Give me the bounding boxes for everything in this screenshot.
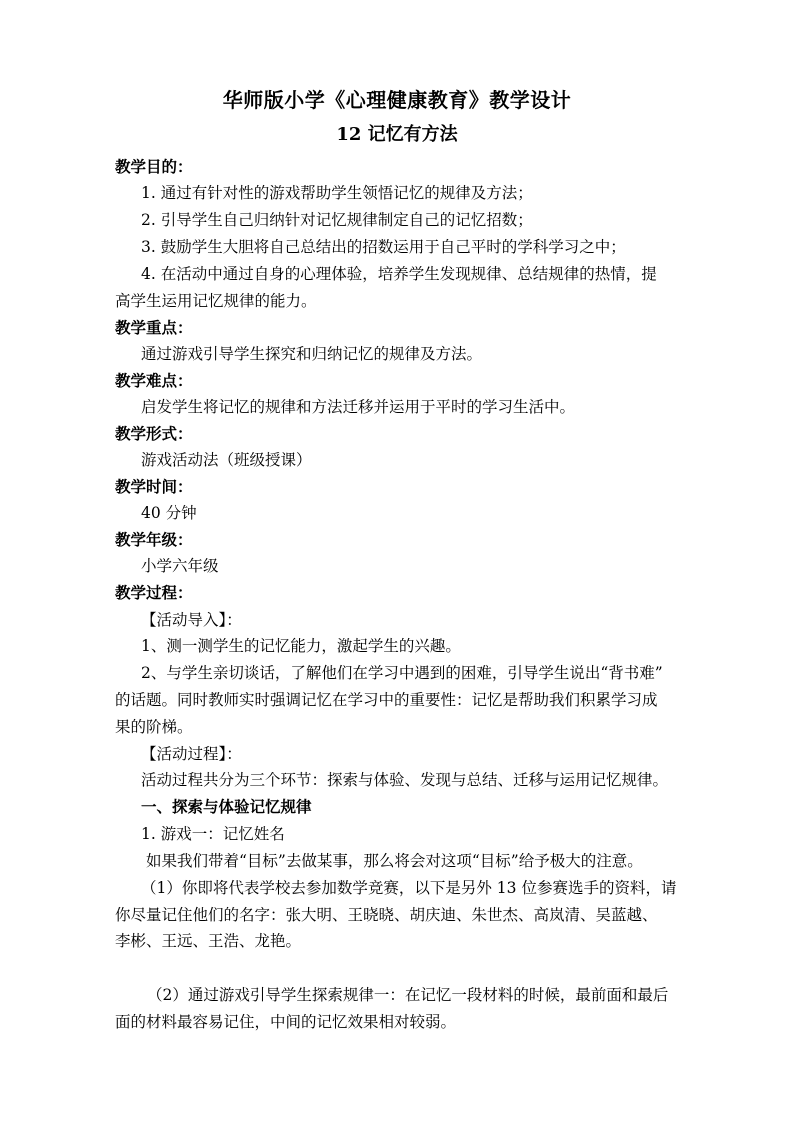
objectives-heading: 教学目的： [115,157,193,176]
intro-item-continued: 的话题。同时教师实时强调记忆在学习中的重要性：记忆是帮助我们积累学习成 [115,691,658,709]
lesson-title: 12 记忆有方法 [336,124,458,145]
process-summary: 活动过程共分为三个环节：探索与体验、发现与总结、迁移与运用记忆规律。 [141,771,669,789]
intro-item-continued: 果的阶梯。 [115,718,193,736]
game1-title: 1. 游戏一：记忆姓名 [141,825,285,843]
difficulty-text: 启发学生将记忆的规律和方法迁移并运用于平时的学习生活中。 [141,398,576,416]
game1-step1-continued: 你尽量记住他们的名字：张大明、王晓晓、胡庆迪、朱世杰、高岚清、吴蓝越、 [115,906,658,924]
objective-item: 2. 引导学生自己归纳针对记忆规律制定自己的记忆招数； [141,211,533,229]
objective-item: 3. 鼓励学生大胆将自己总结出的招数运用于自己平时的学科学习之中； [141,238,626,256]
objective-item: 4. 在活动中通过自身的心理体验，培养学生发现规律、总结规律的热情，提 [141,265,657,283]
time-text: 40 分钟 [141,504,197,522]
document-title: 华师版小学《心理健康教育》教学设计 [222,88,572,112]
grade-text: 小学六年级 [141,557,219,575]
objective-item: 1. 通过有针对性的游戏帮助学生领悟记忆的规律及方法； [141,184,533,202]
process-label: 【活动过程】： [141,745,242,763]
time-heading: 教学时间： [115,477,193,496]
intro-item: 1、测一测学生的记忆能力，激起学生的兴趣。 [141,637,461,655]
game1-step2-continued: 面的材料最容易记住，中间的记忆效果相对较弱。 [115,1013,457,1031]
game1-intro: 如果我们带着“目标”去做某事，那么将会对这项“目标”给予极大的注意。 [146,852,643,870]
game1-step2: （2）通过游戏引导学生探索规律一：在记忆一段材料的时候，最前面和最后 [147,986,669,1004]
game1-step1: （1）你即将代表学校去参加数学竞赛，以下是另外 13 位参赛选手的资料，请 [141,879,677,897]
focus-text: 通过游戏引导学生探究和归纳记忆的规律及方法。 [141,345,483,363]
form-heading: 教学形式： [115,424,193,443]
intro-item: 2、与学生亲切谈话，了解他们在学习中遇到的困难，引导学生说出“背书难” [141,664,663,682]
intro-label: 【活动导入】： [141,611,242,629]
game1-step1-continued: 李彬、王远、王浩、龙艳。 [115,932,302,950]
focus-heading: 教学重点： [115,318,193,337]
objective-item-continued: 高学生运用记忆规律的能力。 [115,292,317,310]
difficulty-heading: 教学难点： [115,371,193,390]
grade-heading: 教学年级： [115,530,193,549]
section1-title: 一、探索与体验记忆规律 [141,797,312,816]
process-heading: 教学过程： [115,583,193,602]
form-text: 游戏活动法（班级授课） [141,451,312,469]
